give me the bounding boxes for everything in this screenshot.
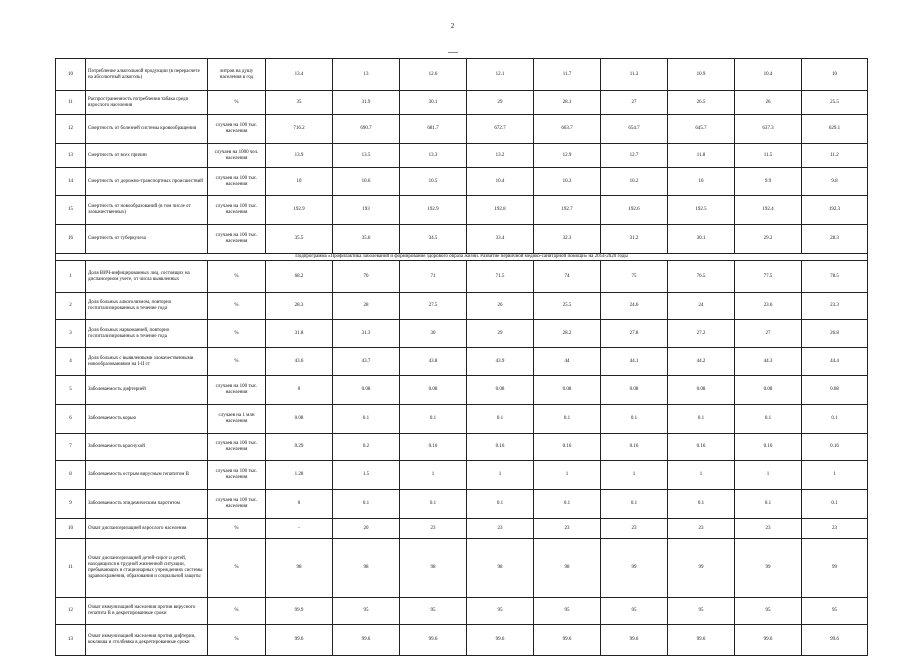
value-cell: 0.1	[467, 405, 534, 434]
row-number: 12	[56, 115, 86, 144]
row-number: 16	[56, 225, 86, 254]
row-number: 15	[56, 196, 86, 225]
value-cell: 70	[333, 261, 400, 293]
table-row	[56, 320, 868, 348]
value-cell: 28.3	[802, 225, 868, 254]
unit-cell: %	[208, 320, 266, 348]
value-cell: 74	[534, 261, 601, 293]
table-row	[56, 625, 868, 656]
value-cell: 30.1	[668, 225, 735, 254]
value-cell: 0.1	[735, 405, 802, 434]
value-cell: 99.6	[534, 625, 601, 656]
row-number: 13	[56, 625, 86, 656]
row-number: 11	[56, 539, 86, 598]
value-cell: 23.3	[802, 293, 868, 320]
table-row	[56, 519, 868, 539]
value-cell: 95	[735, 598, 802, 625]
value-cell: 192.8	[467, 196, 534, 225]
value-cell: 12.1	[467, 59, 534, 91]
value-cell: 23	[601, 519, 668, 539]
table-row	[56, 225, 868, 254]
value-cell: 0.2	[333, 434, 400, 461]
value-cell: 98	[400, 539, 467, 598]
unit-cell: %	[208, 539, 266, 598]
value-cell: 0.16	[601, 434, 668, 461]
value-cell: 99.6	[668, 625, 735, 656]
section-title: Подпрограмма «Профилактика заболеваний и формирование здорового образа жизни. Развитие первичной медико-санитарной помощи» на 2014-2020 годы	[56, 254, 868, 261]
value-cell: 44.1	[601, 348, 668, 376]
value-cell: 10.2	[601, 168, 668, 196]
value-cell: 193	[333, 196, 400, 225]
unit-cell: случаев на 100 тыс. населения	[208, 434, 266, 461]
value-cell: 0.08	[333, 376, 400, 405]
indicator-name: Смертность от туберкулеза	[86, 225, 208, 254]
value-cell: 0.1	[400, 405, 467, 434]
value-cell: 645.7	[668, 115, 735, 144]
table-row	[56, 434, 868, 461]
value-cell: 0.1	[802, 405, 868, 434]
value-cell: 28	[333, 293, 400, 320]
unit-cell: случаев на 100 тыс. населения	[208, 115, 266, 144]
value-cell: 24.6	[601, 293, 668, 320]
value-cell: 10	[802, 59, 868, 91]
row-number: 10	[56, 519, 86, 539]
value-cell: 23	[467, 519, 534, 539]
value-cell: 690.7	[333, 115, 400, 144]
value-cell: 637.3	[735, 115, 802, 144]
value-cell: 23	[802, 519, 868, 539]
value-cell: 1	[400, 461, 467, 490]
row-number: 14	[56, 168, 86, 196]
value-cell: 0.08	[735, 376, 802, 405]
indicator-name: Заболеваемость дифтерией	[86, 376, 208, 405]
unit-cell: %	[208, 91, 266, 115]
value-cell: -	[266, 519, 333, 539]
value-cell: 44.3	[735, 348, 802, 376]
indicator-name: Охват иммунизацией населения против вирусного гепатита В в декретированные сроки	[86, 598, 208, 625]
value-cell: 192.9	[400, 196, 467, 225]
value-cell: 0.08	[266, 405, 333, 434]
indicator-name: Охват диспансеризацией детей-сирот и детей, находящихся в трудной жизненной ситуации, пребывающих в стационарных учреждениях системы здравоохранения, образования и социальной защиты	[86, 539, 208, 598]
indicator-name: Охват диспансеризацией взрослого населения	[86, 519, 208, 539]
row-number: 1	[56, 261, 86, 293]
table-section-b	[56, 261, 868, 656]
row-number: 4	[56, 348, 86, 376]
value-cell: 71.5	[467, 261, 534, 293]
row-number: 6	[56, 405, 86, 434]
value-cell: 95	[668, 598, 735, 625]
table-row	[56, 598, 868, 625]
value-cell: 0.1	[467, 490, 534, 519]
value-cell: 43.7	[333, 348, 400, 376]
value-cell: 26.8	[802, 320, 868, 348]
value-cell: 654.7	[601, 115, 668, 144]
value-cell: 98	[333, 539, 400, 598]
value-cell: 192.6	[601, 196, 668, 225]
value-cell: 0.1	[333, 405, 400, 434]
value-cell: 98	[534, 539, 601, 598]
value-cell: 0.1	[668, 490, 735, 519]
row-number: 11	[56, 91, 86, 115]
table-row	[56, 293, 868, 320]
value-cell: 0.16	[735, 434, 802, 461]
value-cell: 1	[668, 461, 735, 490]
table-row	[56, 348, 868, 376]
value-cell: 1	[802, 461, 868, 490]
indicator-name: Потребление алкогольной продукции (в перерасчете на абсолютный алкоголь)	[86, 59, 208, 91]
value-cell: 10	[668, 168, 735, 196]
value-cell: 99.6	[601, 625, 668, 656]
value-cell: 33.4	[467, 225, 534, 254]
value-cell: 99.6	[467, 625, 534, 656]
unit-cell: случаев на 100 тыс. населения	[208, 225, 266, 254]
value-cell: 0.16	[467, 434, 534, 461]
value-cell: 27.2	[668, 320, 735, 348]
table-row	[56, 168, 868, 196]
table-row	[56, 59, 868, 91]
unit-cell: %	[208, 625, 266, 656]
value-cell: 12.7	[601, 144, 668, 168]
value-cell: 99.6	[400, 625, 467, 656]
value-cell: 99.6	[735, 625, 802, 656]
value-cell: 43.6	[266, 348, 333, 376]
value-cell: 28.1	[534, 91, 601, 115]
value-cell: 28.2	[534, 320, 601, 348]
value-cell: 99	[802, 539, 868, 598]
value-cell: 30	[400, 320, 467, 348]
value-cell: 1.28	[266, 461, 333, 490]
value-cell: 0.08	[400, 376, 467, 405]
value-cell: 9.8	[802, 168, 868, 196]
unit-cell: случаев на 100 тыс. населения	[208, 168, 266, 196]
unit-cell: случаев на 100 тыс. населения	[208, 461, 266, 490]
value-cell: 31.3	[333, 320, 400, 348]
value-cell: 43.9	[467, 348, 534, 376]
indicator-name: Доля больных наркоманией, повторно госпитализированных в течение года	[86, 320, 208, 348]
value-cell: 0.16	[534, 434, 601, 461]
value-cell: 1	[735, 461, 802, 490]
value-cell: 0.29	[266, 434, 333, 461]
value-cell: 0.1	[400, 490, 467, 519]
unit-cell: %	[208, 348, 266, 376]
value-cell: 27.8	[601, 320, 668, 348]
value-cell: 24	[668, 293, 735, 320]
value-cell: 11.7	[534, 59, 601, 91]
value-cell: 34.5	[400, 225, 467, 254]
table-section-a	[56, 59, 868, 254]
scan-mark	[448, 52, 458, 53]
value-cell: 0.1	[735, 490, 802, 519]
value-cell: 31.2	[601, 225, 668, 254]
value-cell: 0.1	[668, 405, 735, 434]
value-cell: 99.6	[266, 625, 333, 656]
table-row	[56, 376, 868, 405]
row-number: 13	[56, 144, 86, 168]
indicator-name: Распространенность потребления табака среди взрослого населения	[86, 91, 208, 115]
value-cell: 192.9	[266, 196, 333, 225]
table-row	[56, 539, 868, 598]
value-cell: 25.5	[802, 91, 868, 115]
indicator-name: Смертность от всех причин	[86, 144, 208, 168]
value-cell: 26	[735, 91, 802, 115]
value-cell: 99.6	[333, 625, 400, 656]
table-row	[56, 196, 868, 225]
value-cell: 629.1	[802, 115, 868, 144]
value-cell: 32.3	[534, 225, 601, 254]
value-cell: 10.6	[333, 168, 400, 196]
unit-cell: случаев на 100 тыс. населения	[208, 196, 266, 225]
indicator-name: Смертность от новообразований (в том числе от злокачественных)	[86, 196, 208, 225]
indicator-name: Заболеваемость эпидемическим паротитом	[86, 490, 208, 519]
value-cell: 44.2	[668, 348, 735, 376]
table-row	[56, 461, 868, 490]
value-cell: 68.2	[266, 261, 333, 293]
value-cell: 12.6	[400, 59, 467, 91]
row-number: 7	[56, 434, 86, 461]
value-cell: 0.16	[668, 434, 735, 461]
value-cell: 95	[534, 598, 601, 625]
value-cell: 99	[735, 539, 802, 598]
unit-cell: литров на душу населения в год	[208, 59, 266, 91]
value-cell: 99	[601, 539, 668, 598]
value-cell: 0.1	[601, 405, 668, 434]
row-number: 9	[56, 490, 86, 519]
value-cell: 76.5	[668, 261, 735, 293]
row-number: 12	[56, 598, 86, 625]
value-cell: 13.4	[266, 59, 333, 91]
unit-cell: случаев на 1000 чел. населения	[208, 144, 266, 168]
table-row	[56, 144, 868, 168]
value-cell: 9.9	[735, 168, 802, 196]
value-cell: 26	[467, 293, 534, 320]
value-cell: 11.2	[802, 144, 868, 168]
page-number: 2	[450, 22, 455, 30]
value-cell: 77.5	[735, 261, 802, 293]
indicators-table	[55, 58, 868, 656]
indicator-name: Заболеваемость острым вирусным гепатитом В	[86, 461, 208, 490]
value-cell: 0.16	[400, 434, 467, 461]
value-cell: 1	[467, 461, 534, 490]
unit-cell: случаев на 100 тыс. населения	[208, 376, 266, 405]
row-number: 10	[56, 59, 86, 91]
value-cell: 13.2	[467, 144, 534, 168]
indicator-name: Доля больных с выявленными злокачественными новообразованиями на I-II ст	[86, 348, 208, 376]
indicator-name: Охват иммунизацией населения против дифтерии, коклюша и столбняка в декретированные сроки	[86, 625, 208, 656]
value-cell: 99	[668, 539, 735, 598]
row-number: 3	[56, 320, 86, 348]
table-row	[56, 115, 868, 144]
value-cell: 95	[400, 598, 467, 625]
value-cell: 192.3	[802, 196, 868, 225]
value-cell: 0.1	[802, 490, 868, 519]
value-cell: 30.1	[400, 91, 467, 115]
value-cell: 0.08	[802, 376, 868, 405]
value-cell: 23	[400, 519, 467, 539]
value-cell: 0.08	[601, 376, 668, 405]
row-number: 2	[56, 293, 86, 320]
value-cell: 10.4	[467, 168, 534, 196]
value-cell: 44	[534, 348, 601, 376]
value-cell: 95	[467, 598, 534, 625]
value-cell: 10.5	[400, 168, 467, 196]
value-cell: 23	[534, 519, 601, 539]
value-cell: 10.9	[668, 59, 735, 91]
table-row	[56, 490, 868, 519]
value-cell: 99.9	[266, 598, 333, 625]
value-cell: 0.1	[534, 405, 601, 434]
value-cell: 27.5	[400, 293, 467, 320]
value-cell: 11.8	[668, 144, 735, 168]
value-cell: 13.3	[400, 144, 467, 168]
indicator-name: Смертность от болезней системы кровообращения	[86, 115, 208, 144]
value-cell: 29	[467, 320, 534, 348]
row-number: 8	[56, 461, 86, 490]
table-row	[56, 405, 868, 434]
value-cell: 10.3	[534, 168, 601, 196]
unit-cell: %	[208, 519, 266, 539]
value-cell: 98	[266, 539, 333, 598]
value-cell: 12.9	[534, 144, 601, 168]
value-cell: 0.1	[333, 490, 400, 519]
value-cell: 0.08	[534, 376, 601, 405]
value-cell: 13.5	[333, 144, 400, 168]
unit-cell: %	[208, 261, 266, 293]
indicator-name: Заболеваемость корью	[86, 405, 208, 434]
value-cell: 1	[534, 461, 601, 490]
indicator-name: Доля ВИЧ-инфицированных лиц, состоящих на диспансерном учете, от числа выявленных	[86, 261, 208, 293]
value-cell: 10.4	[735, 59, 802, 91]
value-cell: 31.8	[266, 320, 333, 348]
value-cell: 0	[266, 376, 333, 405]
value-cell: 35.6	[333, 225, 400, 254]
unit-cell: %	[208, 293, 266, 320]
value-cell: 0	[266, 490, 333, 519]
value-cell: 192.5	[668, 196, 735, 225]
row-number: 5	[56, 376, 86, 405]
value-cell: 0.1	[601, 490, 668, 519]
value-cell: 13.9	[266, 144, 333, 168]
value-cell: 28.3	[266, 293, 333, 320]
value-cell: 10	[266, 168, 333, 196]
value-cell: 71	[400, 261, 467, 293]
value-cell: 35.5	[266, 225, 333, 254]
value-cell: 25.5	[534, 293, 601, 320]
value-cell: 0.08	[467, 376, 534, 405]
value-cell: 35	[266, 91, 333, 115]
value-cell: 13	[333, 59, 400, 91]
value-cell: 27	[735, 320, 802, 348]
value-cell: 95	[333, 598, 400, 625]
value-cell: 95	[601, 598, 668, 625]
value-cell: 681.7	[400, 115, 467, 144]
value-cell: 44.4	[802, 348, 868, 376]
value-cell: 23	[668, 519, 735, 539]
indicator-name: Смертность от дорожно-транспортных происшествий	[86, 168, 208, 196]
value-cell: 99.6	[802, 625, 868, 656]
value-cell: 1	[601, 461, 668, 490]
value-cell: 0.08	[668, 376, 735, 405]
value-cell: 11.5	[735, 144, 802, 168]
value-cell: 31.9	[333, 91, 400, 115]
value-cell: 98	[467, 539, 534, 598]
unit-cell: случаев на 1 млн населения	[208, 405, 266, 434]
value-cell: 95	[802, 598, 868, 625]
value-cell: 192.4	[735, 196, 802, 225]
value-cell: 20	[333, 519, 400, 539]
value-cell: 75	[601, 261, 668, 293]
value-cell: 663.7	[534, 115, 601, 144]
indicator-name: Доля больных алкоголизмом, повторно госпитализированных в течение года	[86, 293, 208, 320]
value-cell: 23	[735, 519, 802, 539]
indicator-name: Заболеваемость краснухой	[86, 434, 208, 461]
unit-cell: случаев на 100 тыс. населения	[208, 490, 266, 519]
value-cell: 26.5	[668, 91, 735, 115]
value-cell: 0.16	[802, 434, 868, 461]
value-cell: 11.3	[601, 59, 668, 91]
value-cell: 1.5	[333, 461, 400, 490]
value-cell: 23.6	[735, 293, 802, 320]
value-cell: 672.7	[467, 115, 534, 144]
value-cell: 43.8	[400, 348, 467, 376]
section-row	[56, 254, 868, 261]
table-row	[56, 261, 868, 293]
value-cell: 29.2	[735, 225, 802, 254]
value-cell: 29	[467, 91, 534, 115]
table-row	[56, 91, 868, 115]
value-cell: 0.1	[534, 490, 601, 519]
value-cell: 716.2	[266, 115, 333, 144]
table-section-header	[56, 254, 868, 261]
unit-cell: %	[208, 598, 266, 625]
value-cell: 27	[601, 91, 668, 115]
value-cell: 192.7	[534, 196, 601, 225]
value-cell: 78.5	[802, 261, 868, 293]
